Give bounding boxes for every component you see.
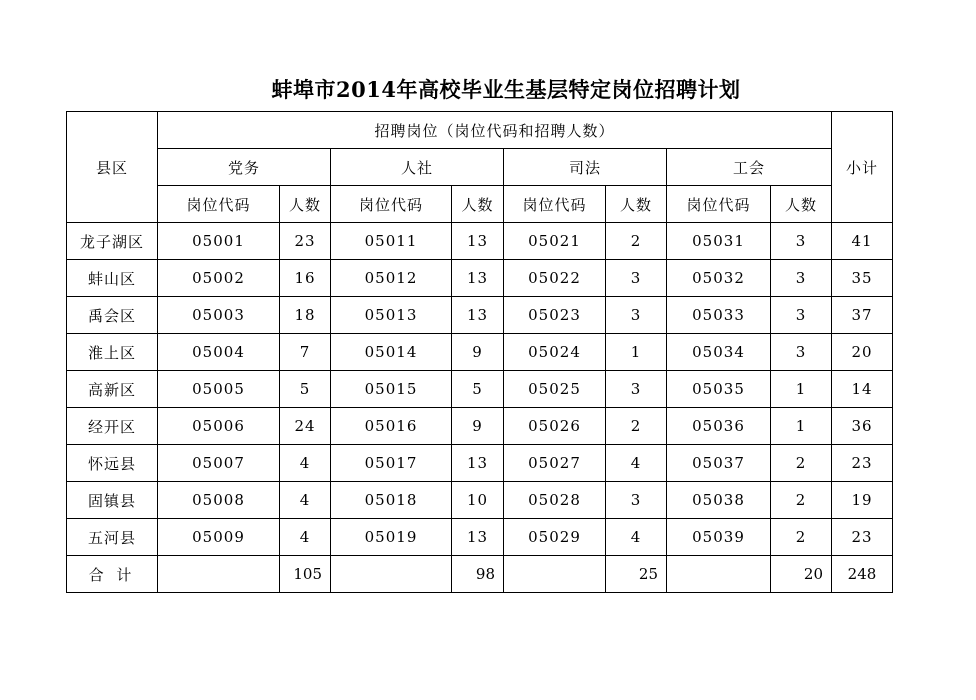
headcount-cell: 5: [280, 371, 331, 408]
county-cell: 龙子湖区: [67, 223, 158, 260]
position-code-cell: 05018: [331, 482, 452, 519]
county-cell: 固镇县: [67, 482, 158, 519]
position-code-cell: 05025: [504, 371, 606, 408]
position-code-cell: 05012: [331, 260, 452, 297]
table-row: [67, 519, 893, 556]
code-header: 岗位代码: [504, 186, 606, 223]
position-code-cell: 05002: [158, 260, 280, 297]
position-code-cell: 05023: [504, 297, 606, 334]
position-code-cell: 05032: [667, 260, 771, 297]
total-code-cell: [504, 556, 606, 593]
count-header: 人数: [771, 186, 832, 223]
subtotal-cell: 37: [832, 297, 893, 334]
county-cell: 怀远县: [67, 445, 158, 482]
positions-group-header: 招聘岗位（岗位代码和招聘人数）: [158, 112, 832, 149]
table-row: [67, 408, 893, 445]
table-row: [67, 223, 893, 260]
total-headcount-cell: 25: [606, 556, 667, 593]
table-row: [67, 371, 893, 408]
headcount-cell: 9: [452, 334, 504, 371]
code-header: 岗位代码: [667, 186, 771, 223]
headcount-cell: 13: [452, 223, 504, 260]
county-header: 县区: [67, 112, 158, 223]
position-code-cell: 05039: [667, 519, 771, 556]
total-code-cell: [667, 556, 771, 593]
position-code-cell: 05034: [667, 334, 771, 371]
position-code-cell: 05008: [158, 482, 280, 519]
position-code-cell: 05006: [158, 408, 280, 445]
headcount-cell: 4: [606, 519, 667, 556]
total-row: [67, 556, 893, 593]
headcount-cell: 3: [771, 223, 832, 260]
category-header-justice: 司法: [504, 149, 667, 186]
table-row: [67, 260, 893, 297]
position-code-cell: 05028: [504, 482, 606, 519]
headcount-cell: 23: [280, 223, 331, 260]
category-header-party: 党务: [158, 149, 331, 186]
position-code-cell: 05014: [331, 334, 452, 371]
position-code-cell: 05016: [331, 408, 452, 445]
subtotal-cell: 19: [832, 482, 893, 519]
headcount-cell: 3: [606, 482, 667, 519]
headcount-cell: 9: [452, 408, 504, 445]
total-headcount-cell: 98: [452, 556, 504, 593]
count-header: 人数: [280, 186, 331, 223]
total-headcount-cell: 20: [771, 556, 832, 593]
subtotal-cell: 14: [832, 371, 893, 408]
subtotal-cell: 23: [832, 519, 893, 556]
county-cell: 禹会区: [67, 297, 158, 334]
headcount-cell: 4: [280, 482, 331, 519]
headcount-cell: 4: [280, 519, 331, 556]
headcount-cell: 3: [606, 260, 667, 297]
headcount-cell: 2: [606, 408, 667, 445]
subtotal-header: 小计: [832, 112, 893, 223]
position-code-cell: 05035: [667, 371, 771, 408]
position-code-cell: 05015: [331, 371, 452, 408]
headcount-cell: 24: [280, 408, 331, 445]
position-code-cell: 05019: [331, 519, 452, 556]
position-code-cell: 05017: [331, 445, 452, 482]
position-code-cell: 05001: [158, 223, 280, 260]
headcount-cell: 3: [771, 297, 832, 334]
headcount-cell: 2: [771, 482, 832, 519]
table-row: [67, 445, 893, 482]
position-code-cell: 05038: [667, 482, 771, 519]
grand-total-cell: 248: [832, 556, 893, 593]
position-code-cell: 05009: [158, 519, 280, 556]
position-code-cell: 05013: [331, 297, 452, 334]
code-header: 岗位代码: [158, 186, 280, 223]
headcount-cell: 13: [452, 519, 504, 556]
county-cell: 五河县: [67, 519, 158, 556]
county-cell: 淮上区: [67, 334, 158, 371]
document-title: 蚌埠市2014年高校毕业生基层特定岗位招聘计划: [271, 77, 741, 102]
county-cell: 经开区: [67, 408, 158, 445]
total-headcount-cell: 105: [280, 556, 331, 593]
headcount-cell: 3: [771, 334, 832, 371]
position-code-cell: 05026: [504, 408, 606, 445]
headcount-cell: 10: [452, 482, 504, 519]
table-row: [67, 482, 893, 519]
headcount-cell: 18: [280, 297, 331, 334]
subtotal-cell: 23: [832, 445, 893, 482]
headcount-cell: 1: [771, 408, 832, 445]
total-label: 合 计: [67, 556, 158, 593]
position-code-cell: 05003: [158, 297, 280, 334]
headcount-cell: 3: [771, 260, 832, 297]
headcount-cell: 13: [452, 445, 504, 482]
headcount-cell: 13: [452, 260, 504, 297]
position-code-cell: 05007: [158, 445, 280, 482]
headcount-cell: 3: [606, 371, 667, 408]
position-code-cell: 05004: [158, 334, 280, 371]
position-code-cell: 05005: [158, 371, 280, 408]
position-code-cell: 05033: [667, 297, 771, 334]
position-code-cell: 05029: [504, 519, 606, 556]
position-code-cell: 05037: [667, 445, 771, 482]
position-code-cell: 05036: [667, 408, 771, 445]
position-code-cell: 05024: [504, 334, 606, 371]
table-row: [67, 334, 893, 371]
subtotal-cell: 35: [832, 260, 893, 297]
table-row: [67, 297, 893, 334]
headcount-cell: 4: [280, 445, 331, 482]
headcount-cell: 1: [771, 371, 832, 408]
position-code-cell: 05022: [504, 260, 606, 297]
total-code-cell: [158, 556, 280, 593]
count-header: 人数: [452, 186, 504, 223]
headcount-cell: 2: [771, 519, 832, 556]
position-code-cell: 05027: [504, 445, 606, 482]
position-code-cell: 05031: [667, 223, 771, 260]
headcount-cell: 13: [452, 297, 504, 334]
code-header: 岗位代码: [331, 186, 452, 223]
headcount-cell: 2: [771, 445, 832, 482]
subtotal-cell: 20: [832, 334, 893, 371]
headcount-cell: 4: [606, 445, 667, 482]
position-code-cell: 05011: [331, 223, 452, 260]
category-header-union: 工会: [667, 149, 832, 186]
headcount-cell: 16: [280, 260, 331, 297]
category-header-hr: 人社: [331, 149, 504, 186]
recruitment-plan-table: [66, 111, 893, 593]
headcount-cell: 2: [606, 223, 667, 260]
subtotal-cell: 41: [832, 223, 893, 260]
table-body: [67, 112, 893, 593]
headcount-cell: 5: [452, 371, 504, 408]
headcount-cell: 1: [606, 334, 667, 371]
county-cell: 蚌山区: [67, 260, 158, 297]
count-header: 人数: [606, 186, 667, 223]
header-row-3: [67, 186, 893, 223]
position-code-cell: 05021: [504, 223, 606, 260]
subtotal-cell: 36: [832, 408, 893, 445]
headcount-cell: 7: [280, 334, 331, 371]
header-row-1: [67, 112, 893, 149]
total-code-cell: [331, 556, 452, 593]
header-row-2: [67, 149, 893, 186]
county-cell: 高新区: [67, 371, 158, 408]
headcount-cell: 3: [606, 297, 667, 334]
